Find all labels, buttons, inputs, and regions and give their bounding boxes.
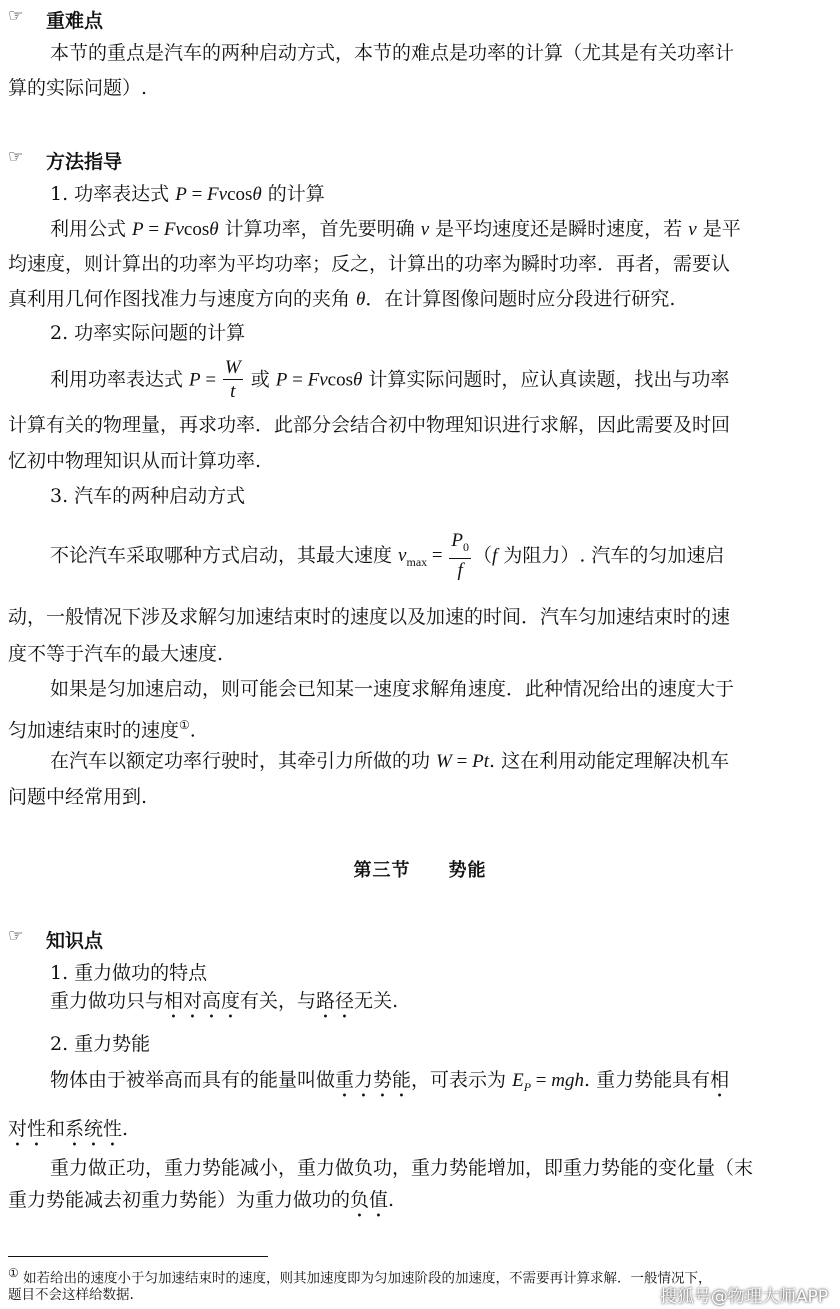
heading-key-points: 重难点	[46, 10, 104, 32]
paragraph-line: 物体由于被举高而具有的能量叫做重力势能，可表示为 $E_P$ = mgh. 重力势能具有相	[50, 1069, 730, 1094]
footnote-mark: ①	[8, 1266, 19, 1280]
heading-knowledge-points: 知识点	[46, 930, 104, 952]
symbol-f: f	[492, 545, 498, 567]
list-item-1: 1. 功率表达式 P = Fvcosθ 的计算	[50, 183, 325, 205]
hand-pointer-icon: ☞	[8, 926, 24, 946]
symbol-theta: θ	[356, 289, 366, 310]
list-item-1: 1. 重力做功的特点	[50, 962, 208, 984]
paragraph-line: 重力做正功，重力势能减小，重力做负功，重力势能增加，即重力势能的变化量（末	[50, 1157, 754, 1179]
footnote-line: ① 如若给出的速度小于匀加速结束时的速度，则其加速度即为匀加速阶段的加速度，不需要再计算求解．一般情况下，	[8, 1266, 712, 1287]
fraction-p0-over-f: $\frac{P_0}{f}$	[451, 530, 469, 581]
paragraph-line: 均速度，则计算出的功率为平均功率；反之，计算出的功率为瞬时功率．再者，需要认	[8, 253, 731, 275]
paragraph-line: 重力做功只与相对高度有关，与路径无关.	[50, 990, 399, 1012]
paragraph-line: 不论汽车采取哪种方式启动，其最大速度 $v_{max}$ = $\frac{P_0}{f}$ （f 为阻力）. 汽车的匀加速启	[50, 530, 725, 581]
emphasis-text: 对性	[8, 1118, 47, 1140]
paragraph-line: 计算有关的物理量，再求功率．此部分会结合初中物理知识进行求解，因此需要及时回	[8, 414, 731, 436]
emphasis-text: 重力势能	[335, 1069, 412, 1091]
footnote-divider	[8, 1256, 268, 1257]
paragraph-line: 忆初中物理知识从而计算功率.	[8, 450, 262, 472]
symbol-v: v	[420, 219, 430, 240]
paragraph-line: 真利用几何作图找准力与速度方向的夹角 θ．在计算图像问题时应分段进行研究.	[8, 288, 676, 310]
paragraph-line: 动，一般情况下涉及求解匀加速结束时的速度以及加速的时间．汽车匀加速结束时的速	[8, 606, 731, 628]
list-item-2: 2. 重力势能	[50, 1033, 151, 1055]
paragraph-line: 问题中经常用到.	[8, 786, 148, 808]
paragraph-line: 利用功率表达式 P = $\frac{W}{t}$ 或 P = Fvcosθ 计算实际问题时，应认真读题，找出与功率	[50, 357, 730, 402]
watermark: 搜狐号@物理大师APP	[659, 1287, 828, 1307]
formula-work: W = Pt	[436, 751, 489, 772]
formula-potential-energy: $E_P$ = mgh	[512, 1070, 584, 1094]
hand-pointer-icon: ☞	[8, 6, 24, 26]
fraction-w-over-t: $\frac{W}{t}$	[224, 357, 241, 402]
formula-power: P = Fvcosθ	[132, 219, 219, 240]
emphasis-text: 负值	[350, 1189, 389, 1211]
list-item-3: 3. 汽车的两种启动方式	[50, 485, 246, 507]
symbol-v: v	[688, 219, 697, 240]
emphasis-text: 系统性	[65, 1118, 123, 1140]
paragraph-line: 如果是匀加速启动，则可能会已知某一速度求解角速度．此种情况给出的速度大于	[50, 678, 735, 700]
paragraph-line: 重力势能减去初重力势能）为重力做功的负值.	[8, 1189, 395, 1211]
formula-vmax: $v_{max}$ =	[398, 545, 448, 570]
emphasis-text: 路径	[316, 990, 355, 1012]
formula-power: P = Fvcosθ	[175, 184, 262, 205]
paragraph-line: 度不等于汽车的最大速度.	[8, 643, 224, 665]
hand-pointer-icon: ☞	[8, 147, 24, 167]
paragraph-line: 在汽车以额定功率行驶时，其牵引力所做的功 W = Pt. 这在利用动能定理解决机车	[50, 750, 730, 772]
heading-method-guide: 方法指导	[46, 151, 123, 173]
section-title: 第三节 势能	[353, 860, 487, 881]
paragraph-line: 算的实际问题）.	[8, 77, 148, 99]
paragraph-line: 本节的重点是汽车的两种启动方式，本节的难点是功率的计算（尤其是有关功率计	[50, 42, 735, 64]
emphasis-text: 相	[710, 1069, 730, 1091]
list-item-2: 2. 功率实际问题的计算	[50, 322, 246, 344]
footnote-line: 题目不会这样给数据.	[8, 1287, 134, 1303]
formula-power: P = Fvcosθ	[275, 369, 363, 391]
paragraph-line: 匀加速结束时的速度①.	[8, 718, 196, 742]
footnote-ref: ①	[179, 718, 190, 732]
paragraph-line: 利用公式 P = Fvcosθ 计算功率，首先要明确 v 是平均速度还是瞬时速度，若 v 是平	[50, 218, 741, 240]
emphasis-text: 相对高度	[164, 990, 241, 1012]
paragraph-line: 对性和系统性.	[8, 1118, 129, 1140]
